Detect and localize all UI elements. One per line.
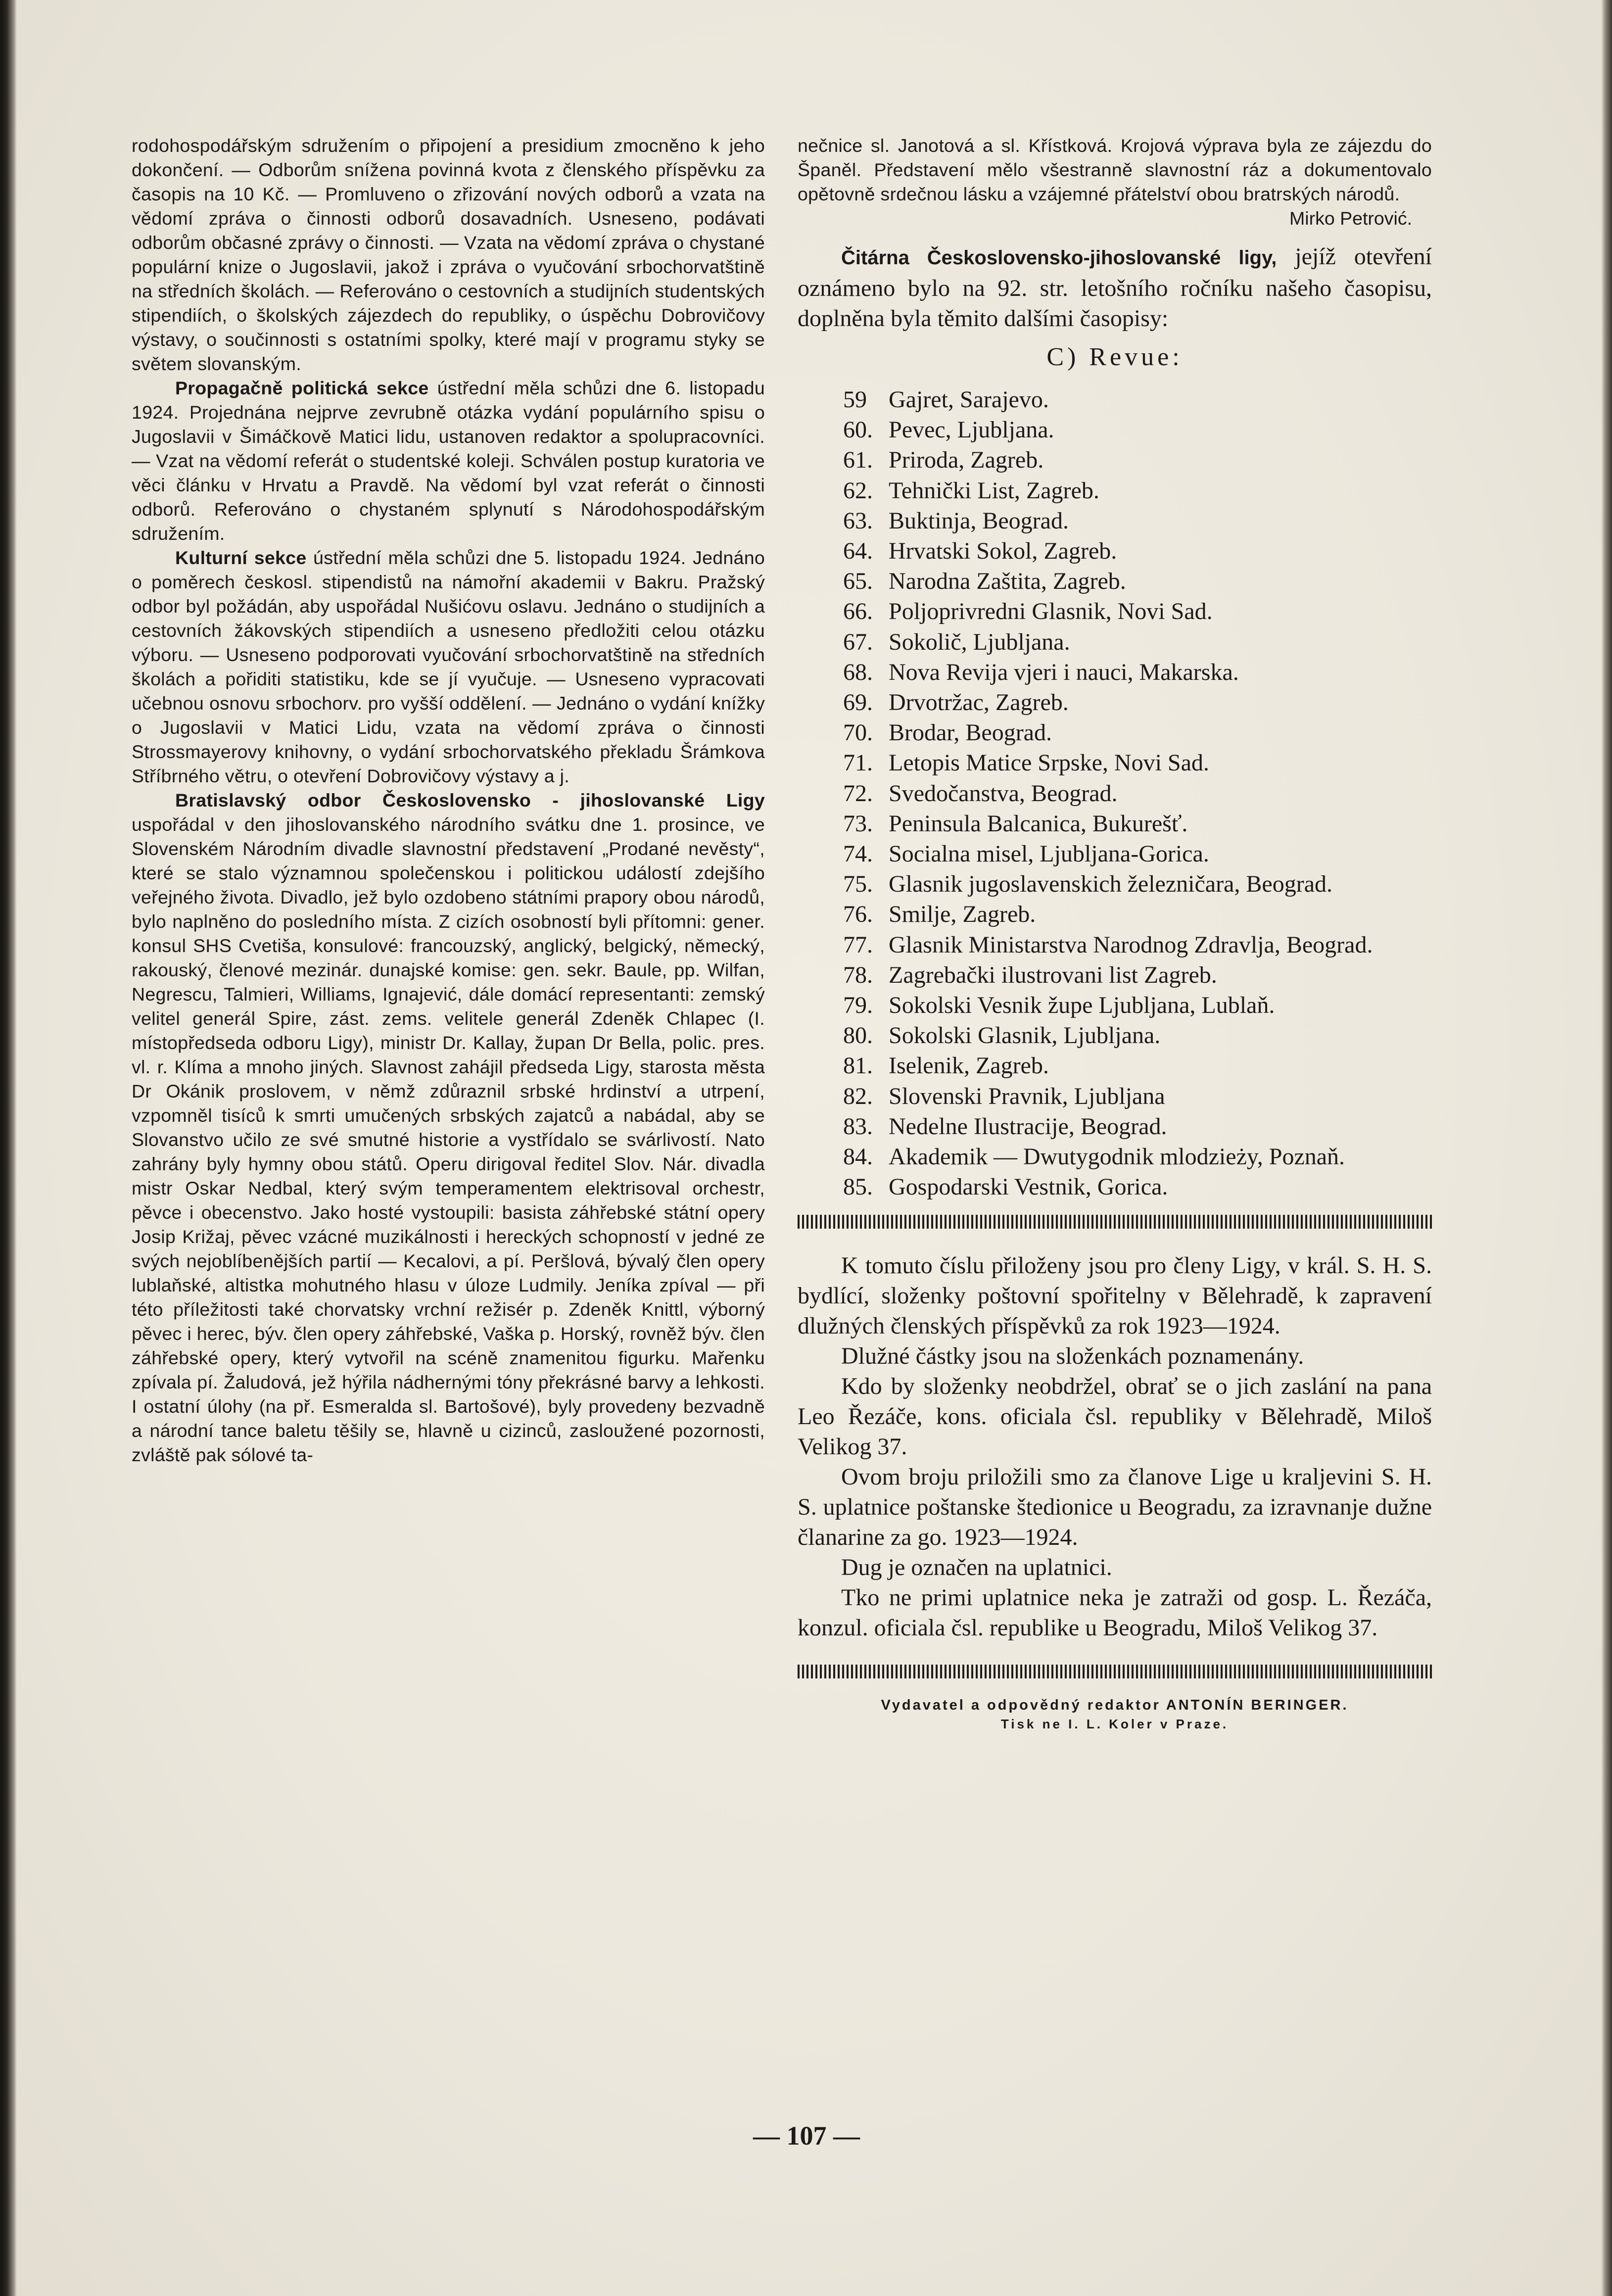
periodical-list bbox=[798, 384, 1432, 1202]
list-item-title: Glasnik Ministarstva Narodnog Zdravlja, Beograd. bbox=[889, 931, 1373, 958]
list-item bbox=[843, 627, 1432, 657]
list-item-number: 73. bbox=[843, 810, 873, 837]
list-item-number: 76. bbox=[843, 901, 873, 928]
list-item-number: 69. bbox=[843, 689, 873, 716]
list-item-title: Pevec, Ljubljana. bbox=[889, 417, 1054, 443]
list-item-title: Iselenik, Zagreb. bbox=[889, 1052, 1049, 1079]
list-item-title: Sokolič, Ljubljana. bbox=[889, 628, 1070, 655]
list-item bbox=[843, 1172, 1432, 1202]
publisher-credit: Vydavatel a odpovědný redaktor ANTONÍN BERINGER. bbox=[881, 1697, 1349, 1714]
notice-paragraph: Dlužné částky jsou na složenkách poznamenány. bbox=[841, 1343, 1304, 1370]
list-item bbox=[843, 1111, 1432, 1142]
list-item-number: 85. bbox=[843, 1174, 873, 1200]
section-heading-political: Propagačně politická sekce bbox=[175, 378, 429, 398]
list-item-number: 71. bbox=[843, 750, 873, 776]
list-item bbox=[843, 657, 1432, 687]
list-item bbox=[843, 718, 1432, 748]
list-item-number: 67. bbox=[843, 628, 873, 655]
list-item-title: Akademik — Dwutygodnik mlodzieży, Poznaň. bbox=[889, 1144, 1345, 1170]
list-item bbox=[843, 1142, 1432, 1172]
list-item-title: Nova Revija vjeri i nauci, Makarska. bbox=[889, 659, 1239, 685]
list-item-number: 63. bbox=[843, 507, 873, 534]
list-item-number: 64. bbox=[843, 538, 873, 565]
list-item-title: Nedelne Ilustracije, Beograd. bbox=[889, 1113, 1167, 1140]
paragraph-political-section: Propagačně politická sekce ústřední měla schůzi dne 6. listopadu 1924. Projednána nejprve zevrubně otázka vydání populárního spisu o Jugoslavii v Šimáčkově Matici lidu, ustanoven redaktor a spolupracovníci. — Vzat na vědomí referát o studentské koleji. Schválen postup kuratoria ve věci článku v Hrvatu a Pravdě. Na vědomí byl vzat referát o činnosti odborů. Referováno o chystaném splynutí s Národohospodářským sdružením. bbox=[132, 378, 765, 544]
list-item-title: Sokolski Vesnik župe Ljubljana, Lublaň. bbox=[889, 992, 1275, 1019]
list-item-number: 70. bbox=[843, 719, 873, 746]
list-item bbox=[843, 869, 1432, 899]
list-item-number: 65. bbox=[843, 568, 873, 595]
list-item-number: 74. bbox=[843, 841, 873, 867]
paragraph-intro: rodohospodářským sdružením o připojení a presidium zmocněno k jeho dokončení. — Odborům snížena povinná kvota z členského příspěvku za časopis na 10 Kč. — Promluveno o zřizování nových odborů a vzata na vědomí zpráva o činnosti odborů dosavadních. Usneseno, podávati odborům občasné zprávy o činnosti. — Vzata na vědomí zpráva o chystané populární knize o Jugoslavii, jakož i zpráva o vyučování srbochorvatštině na středních školách. — Referováno o cestovních a studijních studentských stipendiích, o školských zájezdech do republiky, o úspěchu Dobrovičovy výstavy, o součinnosti s ostatními spolky, které mají v programu styky se světem slovanským. bbox=[132, 135, 765, 374]
list-item-number: 75. bbox=[843, 871, 873, 898]
list-item-number: 68. bbox=[843, 659, 873, 685]
list-item-number: 79. bbox=[843, 992, 873, 1019]
right-column bbox=[798, 134, 1432, 1733]
printer-credit: Tisk ne I. L. Koler v Praze. bbox=[1000, 1717, 1229, 1732]
list-item bbox=[843, 1020, 1432, 1051]
list-item-title: Smilje, Zagreb. bbox=[889, 901, 1036, 928]
list-item-title: Narodna Zaštita, Zagreb. bbox=[889, 568, 1126, 595]
list-item bbox=[843, 566, 1432, 596]
list-item-number: 78. bbox=[843, 961, 873, 988]
notice-paragraph: Kdo by složenky neobdržel, obrať se o jich zaslání na pana Leo Řezáče, kons. oficiala čsl. republiky v Bělehradě, Miloš Velikog 37. bbox=[798, 1373, 1432, 1460]
payment-notice bbox=[798, 1250, 1432, 1643]
paragraph-continuation: nečnice sl. Janotová a sl. Křístková. Krojová výprava byla ze zájezdu do Španěl. Představení mělo všestranně slavnostní ráz a dokumentovalo opětovně srdečnou lásku a vzájemné přátelství obou bratrských národů. bbox=[798, 135, 1432, 204]
notice-paragraph: Ovom broju priložili smo za članove Lige u kraljevini S. H. S. uplatnice poštanske štedionice u Beogradu, za izravnanje dužne članarine za go. 1923—1924. bbox=[798, 1464, 1432, 1551]
list-item-title: Slovenski Pravnik, Ljubljana bbox=[889, 1083, 1165, 1109]
list-item-title: Glasnik jugoslavenskich železničara, Beograd. bbox=[889, 871, 1332, 898]
list-item bbox=[843, 809, 1432, 839]
binding-spine bbox=[0, 0, 17, 2296]
list-item-title: Socialna misel, Ljubljana-Gorica. bbox=[889, 841, 1209, 867]
list-item bbox=[843, 960, 1432, 990]
section-heading-cultural: Kulturní sekce bbox=[175, 547, 307, 568]
list-item-number: 77. bbox=[843, 931, 873, 958]
list-item-number: 60. bbox=[843, 417, 873, 443]
notice-paragraph: Tko ne primi uplatnice neka je zatraži od gosp. L. Řezáča, konzul. oficiala čsl. republike u Beogradu, Miloš Velikog 37. bbox=[798, 1584, 1432, 1641]
list-item-title: Drvotržac, Zagreb. bbox=[889, 689, 1069, 716]
ornamental-rule bbox=[798, 1215, 1432, 1229]
list-item-title: Letopis Matice Srpske, Novi Sad. bbox=[889, 750, 1209, 776]
list-item-title: Brodar, Beograd. bbox=[889, 719, 1052, 746]
list-item bbox=[843, 687, 1432, 718]
list-item bbox=[843, 839, 1432, 869]
notice-paragraph: Dug je označen na uplatnici. bbox=[841, 1554, 1112, 1581]
list-item bbox=[843, 1051, 1432, 1081]
list-item-title: Svedočanstva, Beograd. bbox=[889, 780, 1118, 807]
ornamental-rule bbox=[798, 1665, 1432, 1678]
author-signature: Mirko Petrović. bbox=[1289, 208, 1412, 229]
list-item bbox=[843, 506, 1432, 536]
paragraph-reading-room: Čitárna Československo-jihoslovanské ligy, jejíž otevření oznámeno bylo na 92. str. letošního ročníku našeho časopisu, doplněna byla těmito dalšími časopisy: bbox=[798, 243, 1432, 332]
list-item-title: Priroda, Zagreb. bbox=[889, 447, 1044, 474]
page-edge bbox=[1601, 0, 1612, 2296]
section-heading-bratislava: Bratislavský odbor Československo - jihoslovanské Ligy bbox=[175, 790, 765, 811]
list-item-title: Peninsula Balcanica, Bukurešť. bbox=[889, 810, 1188, 837]
list-item-title: Zagrebački ilustrovani list Zagreb. bbox=[889, 961, 1217, 988]
list-item-title: Hrvatski Sokol, Zagreb. bbox=[889, 538, 1117, 565]
list-item-title: Gospodarski Vestnik, Gorica. bbox=[889, 1174, 1168, 1200]
list-item-number: 80. bbox=[843, 1022, 873, 1049]
list-item-number: 81. bbox=[843, 1052, 873, 1079]
list-item-number: 72. bbox=[843, 780, 873, 807]
section-heading-reading-room: Čitárna Československo-jihoslovanské ligy, bbox=[841, 247, 1277, 269]
list-item bbox=[843, 476, 1432, 506]
list-item-number: 62. bbox=[843, 477, 873, 504]
notice-paragraph: K tomuto číslu přiloženy jsou pro členy Ligy, v král. S. H. S. bydlící, složenky poštovní spořitelny v Bělehradě, k zapravení dlužných členských příspěvků za rok 1923—1924. bbox=[798, 1252, 1432, 1339]
list-item-number: 59 bbox=[843, 386, 867, 413]
list-item-title: Gajret, Sarajevo. bbox=[889, 386, 1049, 413]
paragraph-bratislava-branch: Bratislavský odbor Československo - jihoslovanské Ligy uspořádal v den jihoslovanského národního svátku dne 1. prosince, ve Slovenském Národním divadle slavnostní představení „Prodané nevěsty“, které se stalo významnou společenskou i politickou událostí zdejšího veřejného života. Divadlo, jež bylo ozdobeno státními prapory obou národů, bylo naplněno do posledního místa. Z cizích osobností byli přítomni: gener. konsul SHS Cvetiša, konsulové: francouzský, anglický, belgický, německý, rakouský, členové mezinár. dunajské komise: gen. sekr. Baule, pp. Wilfan, Negrescu, Talmieri, Williams, Ignajević, dále domácí representanti: zemský velitel generál Spire, zást. zems. velitele generál Zdeněk Chlapec (I. místopředseda odboru Ligy), ministr Dr. Kallay, župan Dr Bella, polic. pres. vl. r. Klíma a mnoho jiných. Slavnost zahájil předseda Ligy, starosta města Dr Okánik proslovem, v němž zdůraznil srbské hrdinství a utrpení, vzpomněl tisíců k smrti umučených srbských zajatců a nabádal, aby se Slovanstvo učilo ze své smutné historie a vystřídalo se svárlivostí. Nato zahrány byly hymny obou států. Operu dirigoval ředitel Slov. Nár. divadla mistr Oskar Nedbal, který svým temperamentem elektrisoval orchestr, pěvce i obecenstvo. Jako hosté vystoupili: basista záhřebské státní opery Josip Križaj, pěvec vzácné muzikálnosti i hereckých schopností v jedné ze svých nejoblíbenějších partií — Kecalovi, a pí. Peršlová, bývalý člen opery lublaňské, altistka mohutného hlasu v úloze Ludmily. Jeníka zpíval — při této příležitosti také chorvatsky vrchní režisér p. Zdeněk Knittl, výborný pěvec i herec, býv. člen opery záhřebské, Vaška p. Horský, rovněž býv. člen záhřebské opery, který vytvořil na scéně znamenitou figurku. Mařenku zpívala pí. Žaludová, jež hýřila nádhernými tóny překrásné barvy a lehkosti. I ostatní úlohy (na př. Esmeralda sl. Bartošové), byly provedeny bezvadně a národní tance baletu těšily se, hlavně u cizinců, zasloužené pozornosti, zvláště pak sólové ta- bbox=[132, 790, 765, 1465]
list-item-number: 83. bbox=[843, 1113, 873, 1140]
list-item-title: Tehnički List, Zagreb. bbox=[889, 477, 1099, 504]
list-item bbox=[843, 930, 1432, 960]
list-item bbox=[843, 596, 1432, 626]
list-item-title: Poljoprivredni Glasnik, Novi Sad. bbox=[889, 598, 1213, 625]
revue-heading: C) Revue: bbox=[1046, 343, 1183, 371]
list-item-title: Buktinja, Beograd. bbox=[889, 507, 1069, 534]
list-item-number: 84. bbox=[843, 1144, 873, 1170]
list-item bbox=[843, 990, 1432, 1020]
list-item bbox=[843, 899, 1432, 929]
list-item bbox=[843, 384, 1432, 415]
list-item bbox=[843, 1081, 1432, 1111]
left-column bbox=[132, 134, 765, 1467]
list-item bbox=[843, 415, 1432, 445]
list-item-number: 66. bbox=[843, 598, 873, 625]
list-item bbox=[843, 536, 1432, 566]
list-item bbox=[843, 748, 1432, 778]
list-item bbox=[843, 778, 1432, 809]
list-item-number: 61. bbox=[843, 447, 873, 474]
page-number: — 107 — bbox=[753, 2121, 860, 2151]
list-item bbox=[843, 445, 1432, 475]
list-item-number: 82. bbox=[843, 1083, 873, 1109]
paragraph-cultural-section: Kulturní sekce ústřední měla schůzi dne 5. listopadu 1924. Jednáno o poměrech českosl. stipendistů na námořní akademii v Bakru. Pražský odbor byl požádán, aby uspořádal Nušićovu oslavu. Jednáno o studijních a cestovních žákovských stipendiích a usneseno předložiti celou otázku výboru. — Usneseno podporovati vyučování srbochorvatštině na středních školách a pořiditi statistiku, kde se jí vyučuje. — Usneseno vypracovati učebnou osnovu srbochorv. pro vyšší oddělení. — Jednáno o vydání knížky o Jugoslavii v Matici Lidu, vzata na vědomí zpráva o činnosti Strossmayerovy knihovny, o vydání srbochorvatského překladu Šrámkova Stříbrného větru, o otevření Dobrovičovy výstavy a j. bbox=[132, 547, 765, 786]
list-item-title: Sokolski Glasnik, Ljubljana. bbox=[889, 1022, 1161, 1049]
